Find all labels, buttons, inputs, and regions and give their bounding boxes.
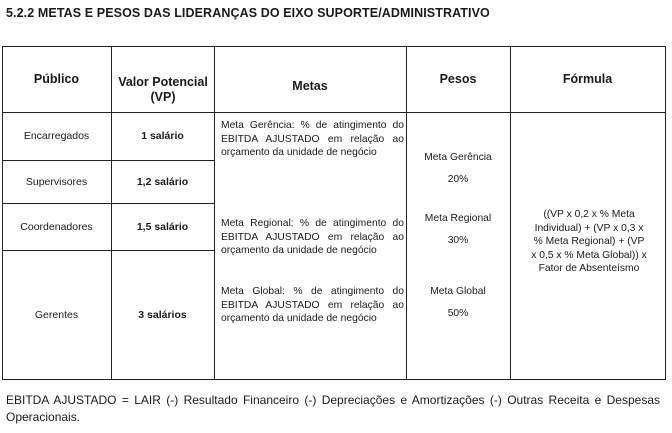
publico-gerentes: Gerentes — [34, 308, 79, 321]
meta-global-text: Meta Global: % de atingimento do EBITDA AJUSTADO em relação ao orçamento da unidade de negócio — [221, 286, 404, 324]
table-border-right — [665, 46, 666, 380]
ebitda-footnote: EBITDA AJUSTADO = LAIR (-) Resultado Financeiro (-) Depreciações e Amortizações (-) Outras Receita e Despesas Operacionais. — [6, 393, 660, 424]
header-metas: Metas — [292, 78, 328, 93]
vp-supervisores: 1,2 salário — [136, 175, 189, 188]
header-formula: Fórmula — [562, 71, 613, 86]
peso-label: Meta Gerência — [424, 152, 492, 163]
vp-gerentes: 3 salários — [138, 308, 187, 321]
publico-supervisores: Supervisores — [25, 175, 88, 188]
formula-text: ((VP x 0,2 x % Meta Individual) + (VP x 0,3 x % Meta Regional) + (VP x 0,5 x % Meta Global)) x Fator de Absenteísmo — [531, 209, 647, 274]
table-border-top — [2, 46, 666, 47]
peso-label: Meta Regional — [424, 213, 492, 224]
vp-coordenadores: 1,5 salário — [136, 220, 189, 233]
header-publico: Público — [33, 71, 80, 86]
peso-value: 50% — [447, 308, 469, 319]
section-title: 5.2.2 METAS E PESOS DAS LIDERANÇAS DO EIXO SUPORTE/ADMINISTRATIVO — [6, 6, 490, 20]
peso-value: 30% — [447, 235, 469, 246]
meta-regional-text: Meta Regional: % de atingimento do EBITDA AJUSTADO em relação ao orçamento da unidade de negócio — [221, 218, 404, 256]
publico-coordenadores: Coordenadores — [20, 220, 93, 233]
metas-pesos-table — [2, 46, 666, 380]
peso-meta-gerencia — [406, 151, 510, 187]
peso-meta-global — [406, 285, 510, 321]
publico-encarregados: Encarregados — [23, 130, 90, 142]
peso-value: 20% — [447, 174, 469, 185]
header-pesos: Pesos — [439, 71, 477, 86]
table-border-bottom — [2, 379, 666, 380]
header-valor-potencial: Valor Potencial (VP) — [118, 75, 208, 104]
meta-gerencia-text: Meta Gerência: % de atingimento do EBITDA AJUSTADO em relação ao orçamento da unidade de negócio — [221, 120, 404, 158]
vp-encarregados: 1 salário — [141, 130, 184, 142]
peso-meta-regional — [406, 212, 510, 248]
peso-label: Meta Global — [430, 286, 486, 297]
